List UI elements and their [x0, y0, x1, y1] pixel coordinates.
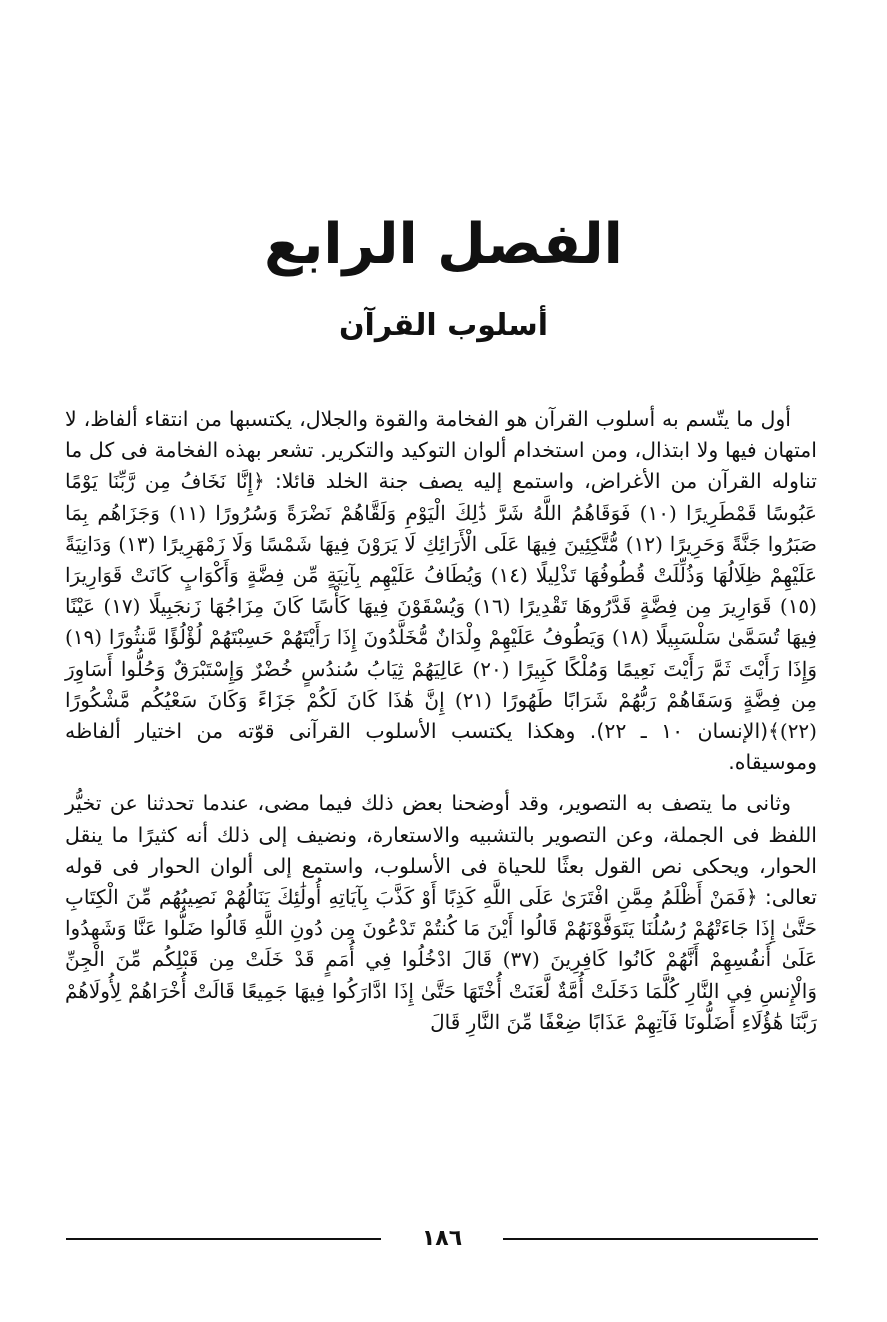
chapter-title: الفصل الرابع [264, 211, 623, 277]
body-text [65, 404, 817, 1048]
quran-quote-al-araf: ﴿فَمَنْ أَظْلَمُ مِمَّنِ افْتَرَىٰ عَلَى اللَّهِ كَذِبًا أَوْ كَذَّبَ بِآيَاتِهِ أُولَٰئِكَ يَنَالُهُمْ نَصِيبُهُم مِّنَ الْكِتَابِ حَتَّىٰ إِذَا جَاءَتْهُمْ رُسُلُنَا يَتَوَفَّوْنَهُمْ قَالُوا أَيْنَ مَا كُنتُمْ تَدْعُونَ مِن دُونِ اللَّهِ قَالُوا ضَلُّوا عَنَّا وَشَهِدُوا عَلَىٰ أَنفُسِهِمْ أَنَّهُمْ كَانُوا كَافِرِينَ (٣٧) قَالَ ادْخُلُوا فِي أُمَمٍ قَدْ خَلَتْ مِن قَبْلِكُم مِّنَ الْجِنِّ وَالْإِنسِ فِي النَّارِ كُلَّمَا دَخَلَتْ أُمَّةٌ لَّعَنَتْ أُخْتَهَا حَتَّىٰ إِذَا ادَّارَكُوا فِيهَا جَمِيعًا قَالَتْ أُخْرَاهُمْ لِأُولَاهُمْ رَبَّنَا هَٰؤُلَاءِ أَضَلُّونَا فَآتِهِمْ عَذَابًا ضِعْفًا مِّنَ النَّارِ قَالَ [65, 885, 817, 1034]
paragraph-text: وثانى ما يتصف به التصوير، وقد أوضحنا بعض ذلك فيما مضى، عندما تحدثنا عن تخيُّر اللفظ فى الجملة، وعن التصوير بالتشبيه والاستعارة، ونضيف إلى ذلك أنه كثيرًا ما ينقل الحوار، ويحكى نص القول بعثًا للحياة فى الأسلوب، واستمع إلى ألوان الحوار فى قوله تعالى: [65, 791, 817, 910]
paragraph-text: أول ما يتّسم به أسلوب القرآن هو الفخامة والقوة والجلال، يكتسبها من انتقاء ألفاظ، لا امتهان فيها ولا ابتذال، ومن استخدام ألوان التوكيد والتكرير. تشعر بهذه الفخامة فى كل ما تناوله القرآن من الأغراض، واستمع إليه يصف جنة الخلد قائلا: [65, 407, 817, 494]
section-title: أسلوب القرآن [338, 307, 549, 343]
paragraph-text: وهكذا يكتسب الأسلوب القرآنى قوّته من اختيار ألفاظه وموسيقاه. [65, 719, 817, 775]
paragraph-style-imagery [65, 788, 817, 1038]
page-number: ١٨٦ [421, 1226, 463, 1251]
quran-quote-al-insan: ﴿إِنَّا نَخَافُ مِن رَّبِّنَا يَوْمًا عَبُوسًا قَمْطَرِيرًا (١٠) فَوَقَاهُمُ اللَّهُ شَرَّ ذَٰلِكَ الْيَوْمِ وَلَقَّاهُمْ نَضْرَةً وَسُرُورًا (١١) وَجَزَاهُم بِمَا صَبَرُوا جَنَّةً وَحَرِيرًا (١٢) مُّتَّكِئِينَ فِيهَا عَلَى الْأَرَائِكِ لَا يَرَوْنَ فِيهَا شَمْسًا وَلَا زَمْهَرِيرًا (١٣) وَدَانِيَةً عَلَيْهِمْ ظِلَالُهَا وَذُلِّلَتْ قُطُوفُهَا تَذْلِيلًا (١٤) وَيُطَافُ عَلَيْهِم بِآنِيَةٍ مِّن فِضَّةٍ وَأَكْوَابٍ كَانَتْ قَوَارِيرَا (١٥) قَوَارِيرَ مِن فِضَّةٍ قَدَّرُوهَا تَقْدِيرًا (١٦) وَيُسْقَوْنَ فِيهَا كَأْسًا كَانَ مِزَاجُهَا زَنجَبِيلًا (١٧) عَيْنًا فِيهَا تُسَمَّىٰ سَلْسَبِيلًا (١٨) وَيَطُوفُ عَلَيْهِمْ وِلْدَانٌ مُّخَلَّدُونَ إِذَا رَأَيْتَهُمْ حَسِبْتَهُمْ لُؤْلُؤًا مَّنثُورًا (١٩) وَإِذَا رَأَيْتَ ثَمَّ رَأَيْتَ نَعِيمًا وَمُلْكًا كَبِيرًا (٢٠) عَالِيَهُمْ ثِيَابُ سُندُسٍ خُضْرٌ وَإِسْتَبْرَقٌ وَحُلُّوا أَسَاوِرَ مِن فِضَّةٍ وَسَقَاهُمْ رَبُّهُمْ شَرَابًا طَهُورًا (٢١) إِنَّ هَٰذَا كَانَ لَكُمْ جَزَاءً وَكَانَ سَعْيُكُم مَّشْكُورًا (٢٢)﴾ [65, 469, 818, 744]
paragraph-style-grandeur [65, 404, 817, 778]
page-footer [66, 1224, 818, 1254]
footer-rule-left [66, 1238, 381, 1240]
quran-citation: (الإنسان ١٠ ـ ٢٢). [589, 719, 769, 744]
